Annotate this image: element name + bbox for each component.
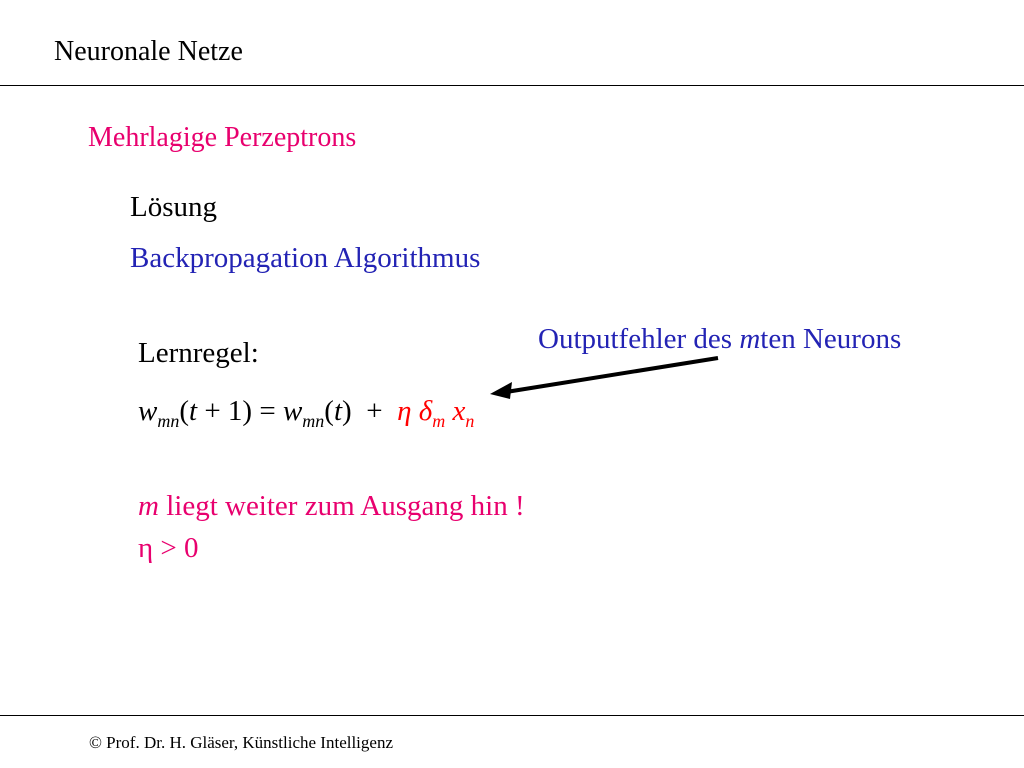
formula-x: x [452,395,466,427]
formula-sub-mn-2: mn [302,411,325,431]
section-title: Mehrlagige Perzeptrons [88,122,357,153]
footer-copyright: © Prof. Dr. H. Gläser, Künstliche Intelligenz [89,733,393,752]
formula-w: w [138,395,158,427]
formula-plus: + [351,395,398,427]
annotation-suffix: ten Neurons [760,323,902,355]
formula-close: ) [342,395,352,427]
footer-divider [0,715,1024,716]
annotation-var: m [739,323,761,355]
note-eta-condition: η > 0 [138,532,199,564]
learning-rule-formula [138,395,475,431]
formula-t-2: t [333,395,343,427]
formula-sub-mn: mn [157,411,180,431]
formula-sub-n: n [465,411,475,431]
formula-w-2: w [282,395,303,427]
formula-sub-m: m [432,411,446,431]
learning-rule-label: Lernregel: [138,337,259,369]
note-text: liegt weiter zum Ausgang hin ! [158,490,525,522]
formula-open: ( [179,395,190,427]
solution-label: Lösung [130,191,217,223]
note-output-direction [138,490,525,523]
formula-delta: δ [418,395,433,427]
solution-method: Backpropagation Algorithmus [130,242,481,274]
annotation-arrow [490,350,730,400]
formula-t: t [189,395,198,427]
formula-open-2: ( [324,395,334,427]
page-title: Neuronale Netze [54,36,243,67]
annotation-prefix: Outputfehler des [538,323,740,355]
header-divider [0,85,1024,86]
formula-plus-one: + 1) = [197,395,283,427]
formula-eta: η [397,395,412,427]
note-var: m [138,490,159,522]
